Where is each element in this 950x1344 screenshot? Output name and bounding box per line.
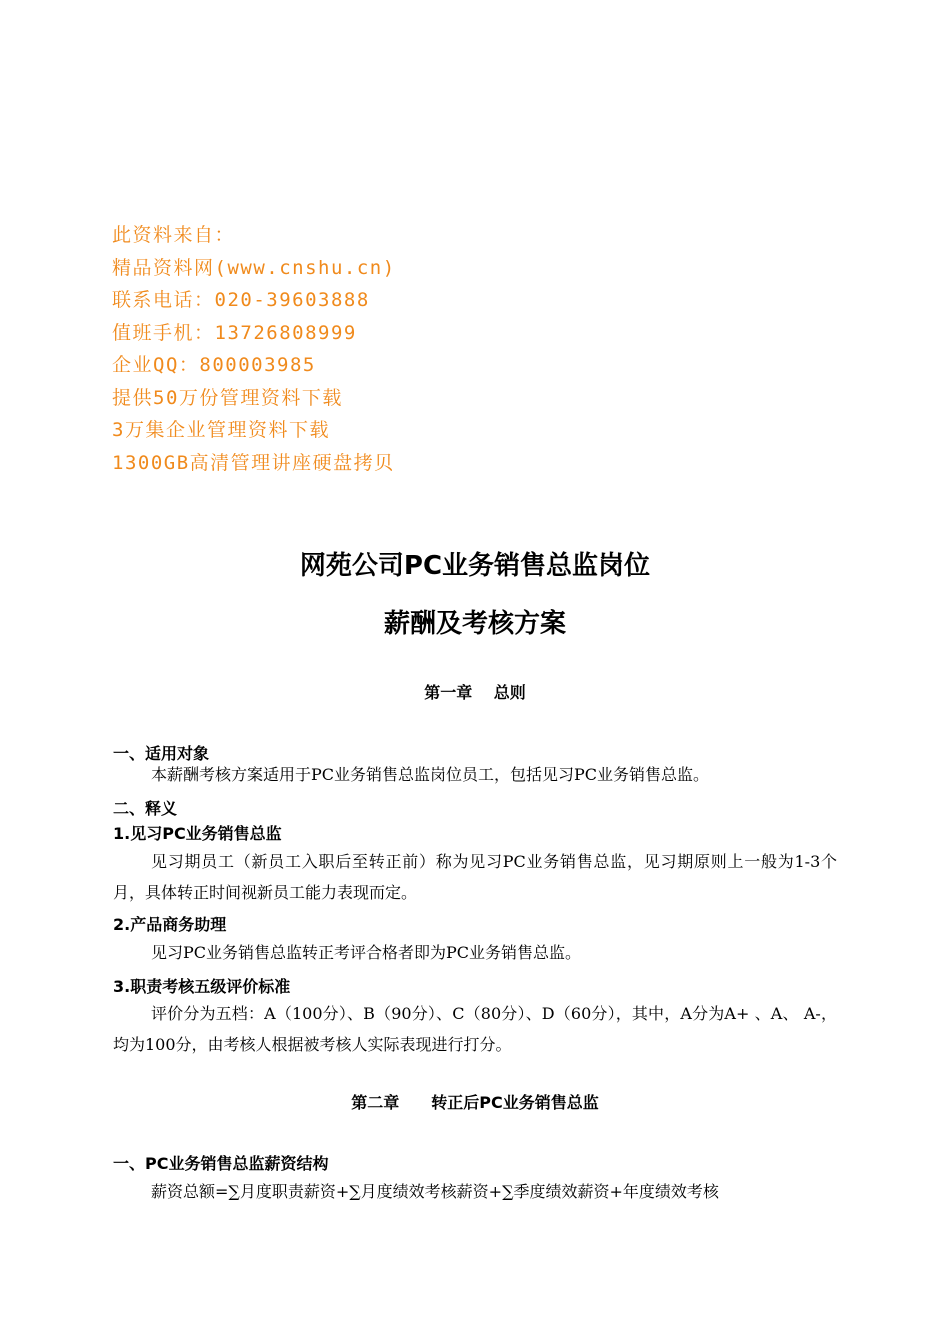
document-title: 网苑公司PC业务销售总监岗位 xyxy=(299,551,651,581)
subsection-heading: 2.产品商务助理 xyxy=(113,915,227,934)
section-heading: 一、适用对象 xyxy=(113,744,210,763)
section-paragraph: 评价分为五档：A（100分）、B（90分）、C（80分）、D（60分），其中，A分为A+ 、A、 A-，均为100分，由考核人根据被考核人实际表现进行打分。 xyxy=(113,1004,837,1054)
source-phone-line: 联系电话：020-39603888 xyxy=(112,289,370,311)
source-website-line: 精品资料网(www.cnshu.cn) xyxy=(112,256,396,279)
source-info-block xyxy=(112,219,396,479)
source-mobile-line: 值班手机：13726808999 xyxy=(112,321,357,344)
promo-line: 1300GB高清管理讲座硬盘拷贝 xyxy=(112,451,395,474)
section-paragraph: 见习PC业务销售总监转正考评合格者即为PC业务销售总监。 xyxy=(151,943,582,962)
subsection-heading: 1.见习PC业务销售总监 xyxy=(113,824,282,843)
section-heading: 二、释义 xyxy=(113,799,178,818)
chapter-1-heading: 第一章 总则 xyxy=(424,683,526,702)
source-qq-line: 企业QQ：800003985 xyxy=(112,354,316,376)
promo-line: 提供50万份管理资料下载 xyxy=(112,386,343,409)
section-paragraph: 薪资总额=∑月度职责薪资+∑月度绩效考核薪资+∑季度绩效薪资+年度绩效考核 xyxy=(151,1182,719,1201)
document-subtitle: 薪酬及考核方案 xyxy=(383,609,566,639)
section-paragraph: 见习期员工（新员工入职后至转正前）称为见习PC业务销售总监，见习期原则上一般为1-3个月，具体转正时间视新员工能力表现而定。 xyxy=(113,852,837,902)
chapter-2-heading: 第二章 转正后PC业务销售总监 xyxy=(351,1093,599,1112)
promo-line: 3万集企业管理资料下载 xyxy=(112,419,330,441)
section-heading: 一、PC业务销售总监薪资结构 xyxy=(113,1154,329,1173)
source-line: 此资料来自： xyxy=(112,224,236,246)
subsection-heading: 3.职责考核五级评价标准 xyxy=(113,977,291,996)
section-paragraph: 本薪酬考核方案适用于PC业务销售总监岗位员工，包括见习PC业务销售总监。 xyxy=(151,765,710,784)
